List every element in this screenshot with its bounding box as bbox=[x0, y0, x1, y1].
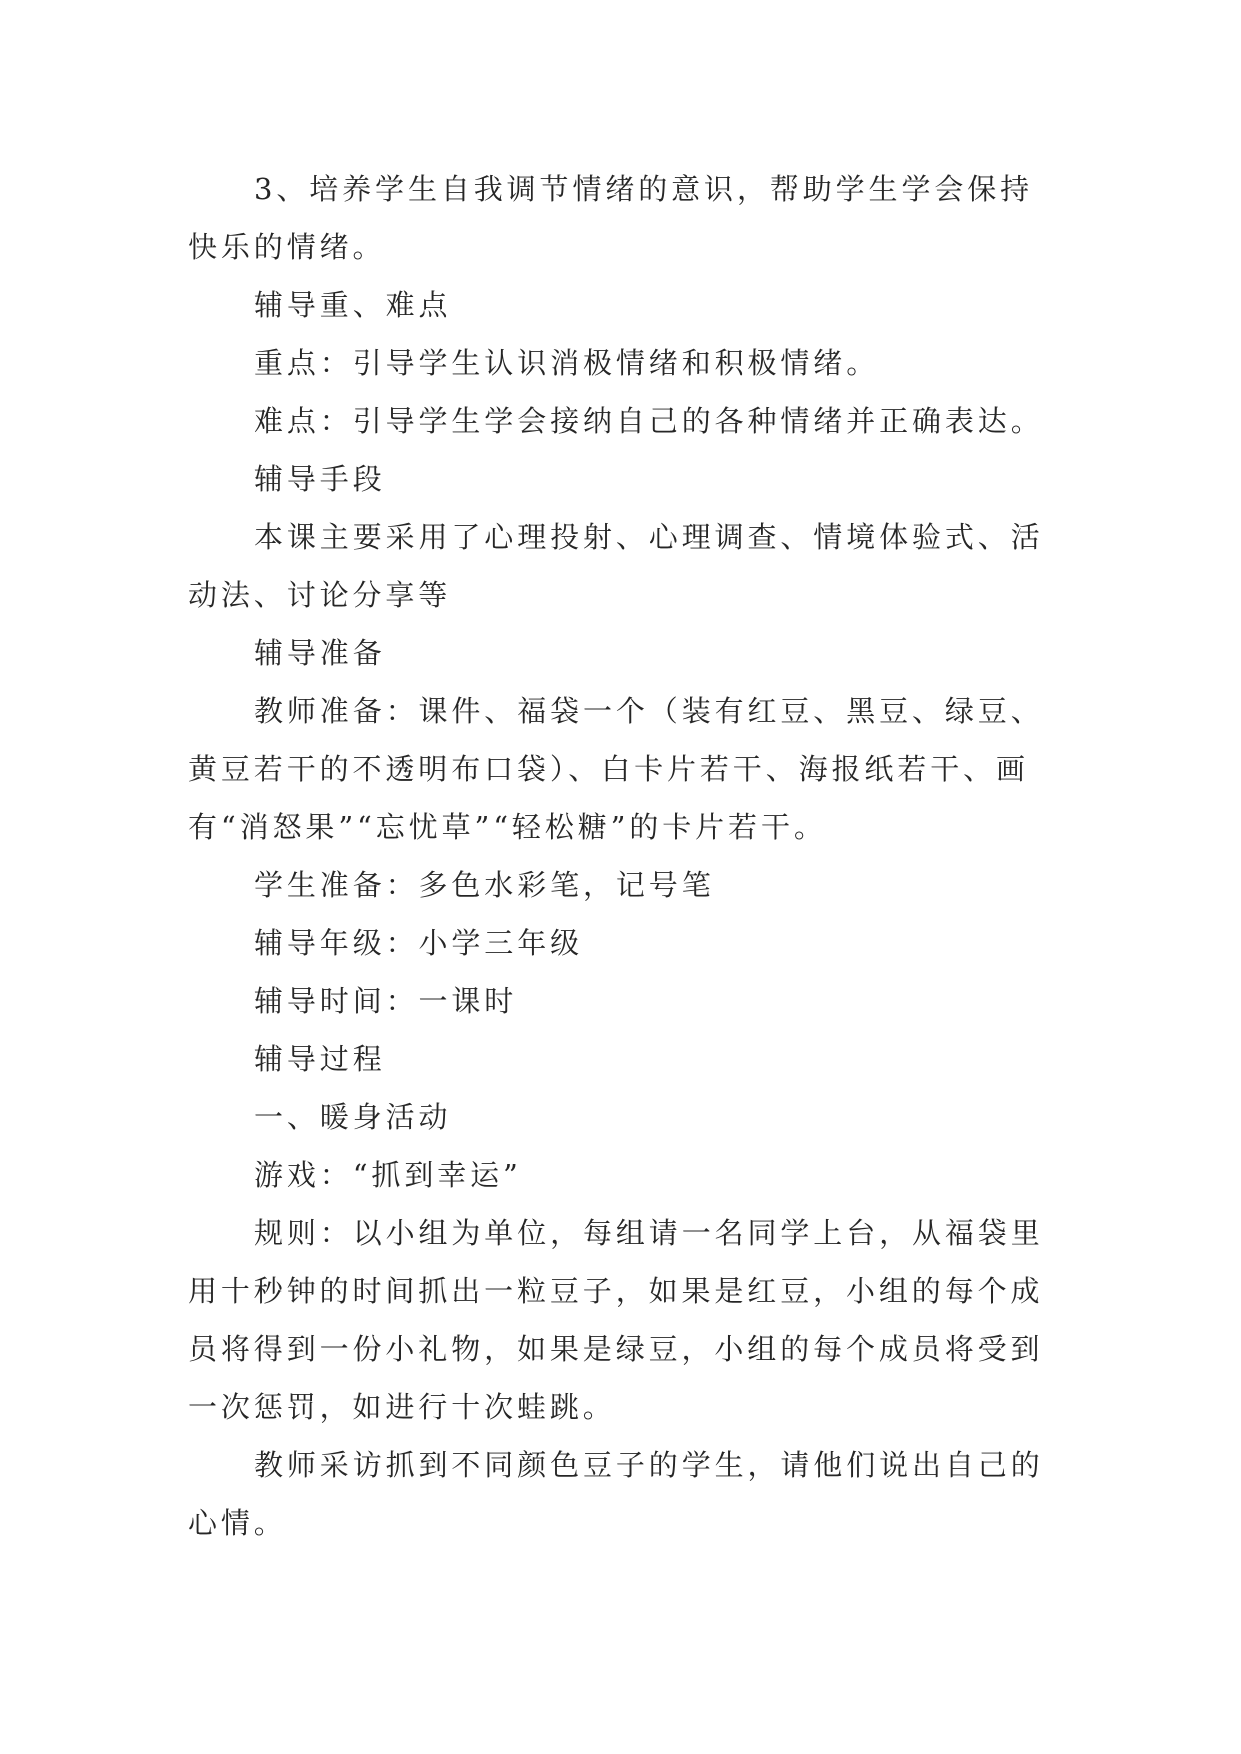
paragraph-interview: 教师采访抓到不同颜色豆子的学生，请他们说出自己的心情。 bbox=[188, 1448, 1044, 1540]
paragraph-student-preparation: 学生准备：多色水彩笔，记号笔 bbox=[254, 868, 715, 902]
heading-preparation: 辅导准备 bbox=[254, 636, 386, 670]
paragraph-rules: 规则：以小组为单位，每组请一名同学上台，从福袋里用十秒钟的时间抓出一粒豆子，如果是红豆，小组的每个成员将得到一份小礼物，如果是绿豆，小组的每个成员将受到一次惩罚，如进行十次蛙跳。 bbox=[188, 1216, 1044, 1424]
heading-methods: 辅导手段 bbox=[254, 462, 386, 496]
heading-process: 辅导过程 bbox=[254, 1042, 386, 1076]
paragraph-goal-3: 3、培养学生自我调节情绪的意识，帮助学生学会保持快乐的情绪。 bbox=[188, 172, 1034, 264]
paragraph-game: 游戏：“抓到幸运” bbox=[254, 1158, 522, 1192]
paragraph-key-point: 重点：引导学生认识消极情绪和积极情绪。 bbox=[254, 346, 880, 380]
paragraph-methods: 本课主要采用了心理投射、心理调查、情境体验式、活动法、讨论分享等 bbox=[188, 520, 1044, 612]
document-body bbox=[188, 160, 1063, 1552]
paragraph-difficult-point: 难点：引导学生学会接纳自己的各种情绪并正确表达。 bbox=[254, 404, 1044, 438]
paragraph-duration: 辅导时间：一课时 bbox=[254, 984, 518, 1018]
paragraph-teacher-preparation: 教师准备：课件、福袋一个（装有红豆、黑豆、绿豆、黄豆若干的不透明布口袋）、白卡片若干、海报纸若干、画有“消怒果”“忘忧草”“轻松糖”的卡片若干。 bbox=[188, 694, 1044, 844]
paragraph-grade: 辅导年级：小学三年级 bbox=[254, 926, 584, 960]
heading-key-difficult-points: 辅导重、难点 bbox=[254, 288, 452, 322]
heading-warmup: 一、暖身活动 bbox=[254, 1100, 452, 1134]
